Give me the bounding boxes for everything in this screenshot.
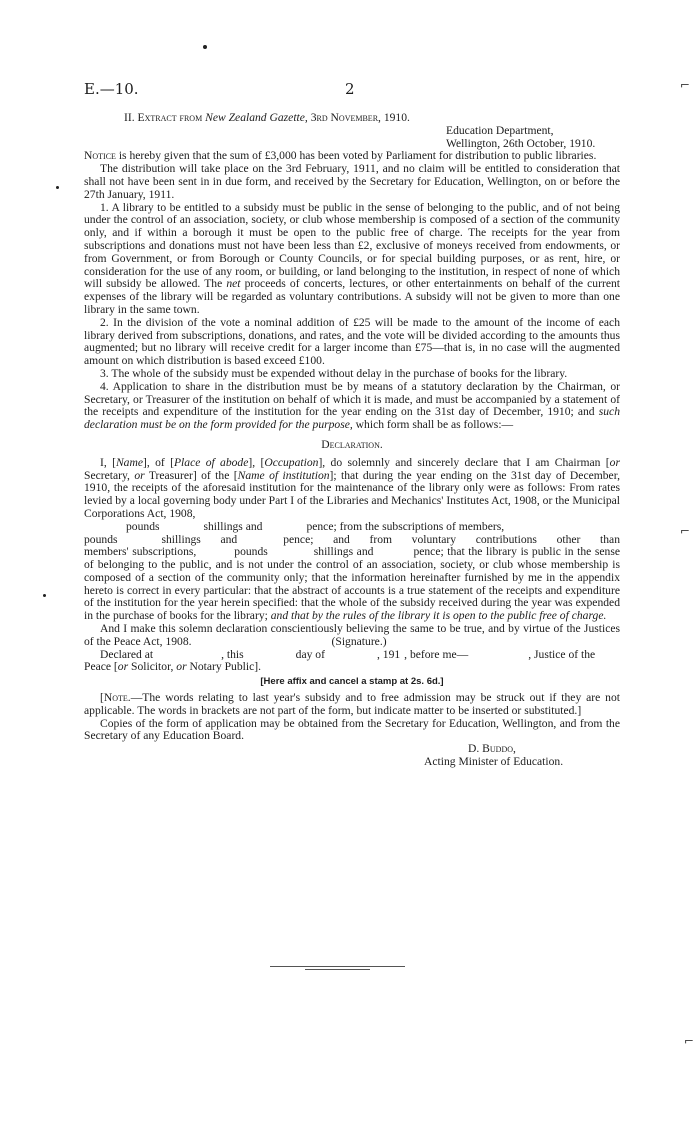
clause-3: 3. The whole of the subsidy must be expended without delay in the purchase of books for the library. xyxy=(100,366,568,380)
scan-speck xyxy=(203,45,207,49)
signatory-title: Acting Minister of Education. xyxy=(424,755,564,769)
distribution-paragraph: The distribution will take place on the 3rd February, 1911, and no claim will be entitled to consideration that shall not have been sent in in due form, and received by the Secretary for Education, Wellington, on or before the 27th January, 1911. xyxy=(84,162,620,201)
signatory-name: D. Buddo, xyxy=(468,742,516,756)
margin-mark: ⌐ xyxy=(684,1034,695,1048)
note-paragraph: [Note.—The words relating to last year's subsidy and to free admission may be struck out if they are not applicable. The words in brackets are not part of the form, but indicate matter to be inserted or substituted.] xyxy=(84,691,620,717)
declared-at-line: Declared at , this day of , 191 , before me— , Justice of the xyxy=(100,647,596,661)
department-place-date: Wellington, 26th October, 1910. xyxy=(446,136,596,150)
clause-2: 2. In the division of the vote a nominal addition of £25 will be made to the amount of the income of each library derived from subscriptions, donations, and rates, and the vote will be divided according to the amounts thus augmented; but no library will receive credit for a larger income than £75—that is, in no case will the augmented amount on which distribution is based exceed £100. xyxy=(84,315,620,368)
document-body xyxy=(84,112,620,769)
scan-speck xyxy=(56,186,59,189)
declaration-blank-line-1: pounds shillings and pence; from the subscriptions of members, xyxy=(126,519,505,533)
stamp-instruction: [Here affix and cancel a stamp at 2s. 6d.] xyxy=(260,676,444,688)
closing-rule-short xyxy=(305,969,370,970)
notice-paragraph: Notice is hereby given that the sum of £3,000 has been voted by Parliament for distribution to public libraries. xyxy=(84,149,597,163)
extract-heading: II. Extract from New Zealand Gazette, 3rd November, 1910. xyxy=(124,111,410,124)
clause-1: 1. A library to be entitled to a subsidy must be public in the sense of belonging to the public, and of not being under the control of an association, society, or club whose membership is composed of a section of the community only, and if within a borough it must be open to the public free of charge. The receipts for the year from subscriptions and donations must not have been less than £2, exclusive of moneys received from endowments, or from Government, or from Borough or County Councils, or for special building purposes, or as rent, hire, or consideration for the use of any room, or building, or land belonging to the institution, in respect of none of which will subsidy be allowed. The net proceeds of concerts, lectures, or other entertainments on behalf of the current expenses of the library will be regarded as voluntary contributions. A subsidy will not be given to more than one library in the same town. xyxy=(84,200,620,316)
document-reference: E.—10. xyxy=(84,80,139,98)
margin-mark: ⌐ xyxy=(680,524,691,538)
declaration-title: Declaration. xyxy=(321,437,383,451)
peace-line: Peace [or Solicitor, or Notary Public]. xyxy=(84,660,261,674)
copies-paragraph: Copies of the form of application may be obtained from the Secretary for Education, Wellington, and from the Secretary of any Education Board. xyxy=(84,716,620,743)
scan-speck xyxy=(43,594,46,597)
clause-4: 4. Application to share in the distribution must be by means of a statutory declaration by the Chairman, or Secretary, or Treasurer of the institution on behalf of which it is made, and must be accompanied by a statement of the receipts and expenditure of the institution for the year ending on the 31st day of December, 1910; and such declaration must be on the form provided for the purpose, which form shall be as follows:— xyxy=(84,379,620,432)
closing-rule xyxy=(270,966,405,967)
declaration-text: I, [Name], of [Place of abode], [Occupation], do solemnly and sincerely declare that I am Chairman [or Secretary, or Treasurer] of the [Name of institution]; that during the year ending on the 31st day of December, 1910, the receipts of the aforesaid institution for the maintenance of the library only were as follows: From rates levied by a local governing body under Part I of the Libraries and Mechanics' Institutes Act, 1908, or the Municipal Corporations Act, 1908, xyxy=(84,455,620,520)
declaration-continued: members' subscriptions, pounds shillings and pence; that the library is public in the sense of belonging to the public, and is not under the control of an association, society, or club whose membership is composed of a section of the community only; that the information hereinafter furnished by me in the appendix hereto is correct in every particular: that the abstract of accounts is a true statement of the receipts and expenditure of the institution for the year herein specified: that the whole of the subsidy received during the year was expended in the purchase of books for the library; and that by the rules of the library it is open to the public free of charge. xyxy=(84,545,620,623)
margin-mark: ⌐ xyxy=(680,78,691,92)
solemn-declaration: And I make this solemn declaration conscientiously believing the same to be true, and by virtue of the Justices of the Peace Act, 1908. (Signature.) xyxy=(84,622,620,648)
page-number: 2 xyxy=(345,80,355,98)
department-name: Education Department, xyxy=(446,123,554,137)
declaration-blank-line-2: pounds shillings and pence; and from voluntary contributions other than xyxy=(84,532,620,546)
